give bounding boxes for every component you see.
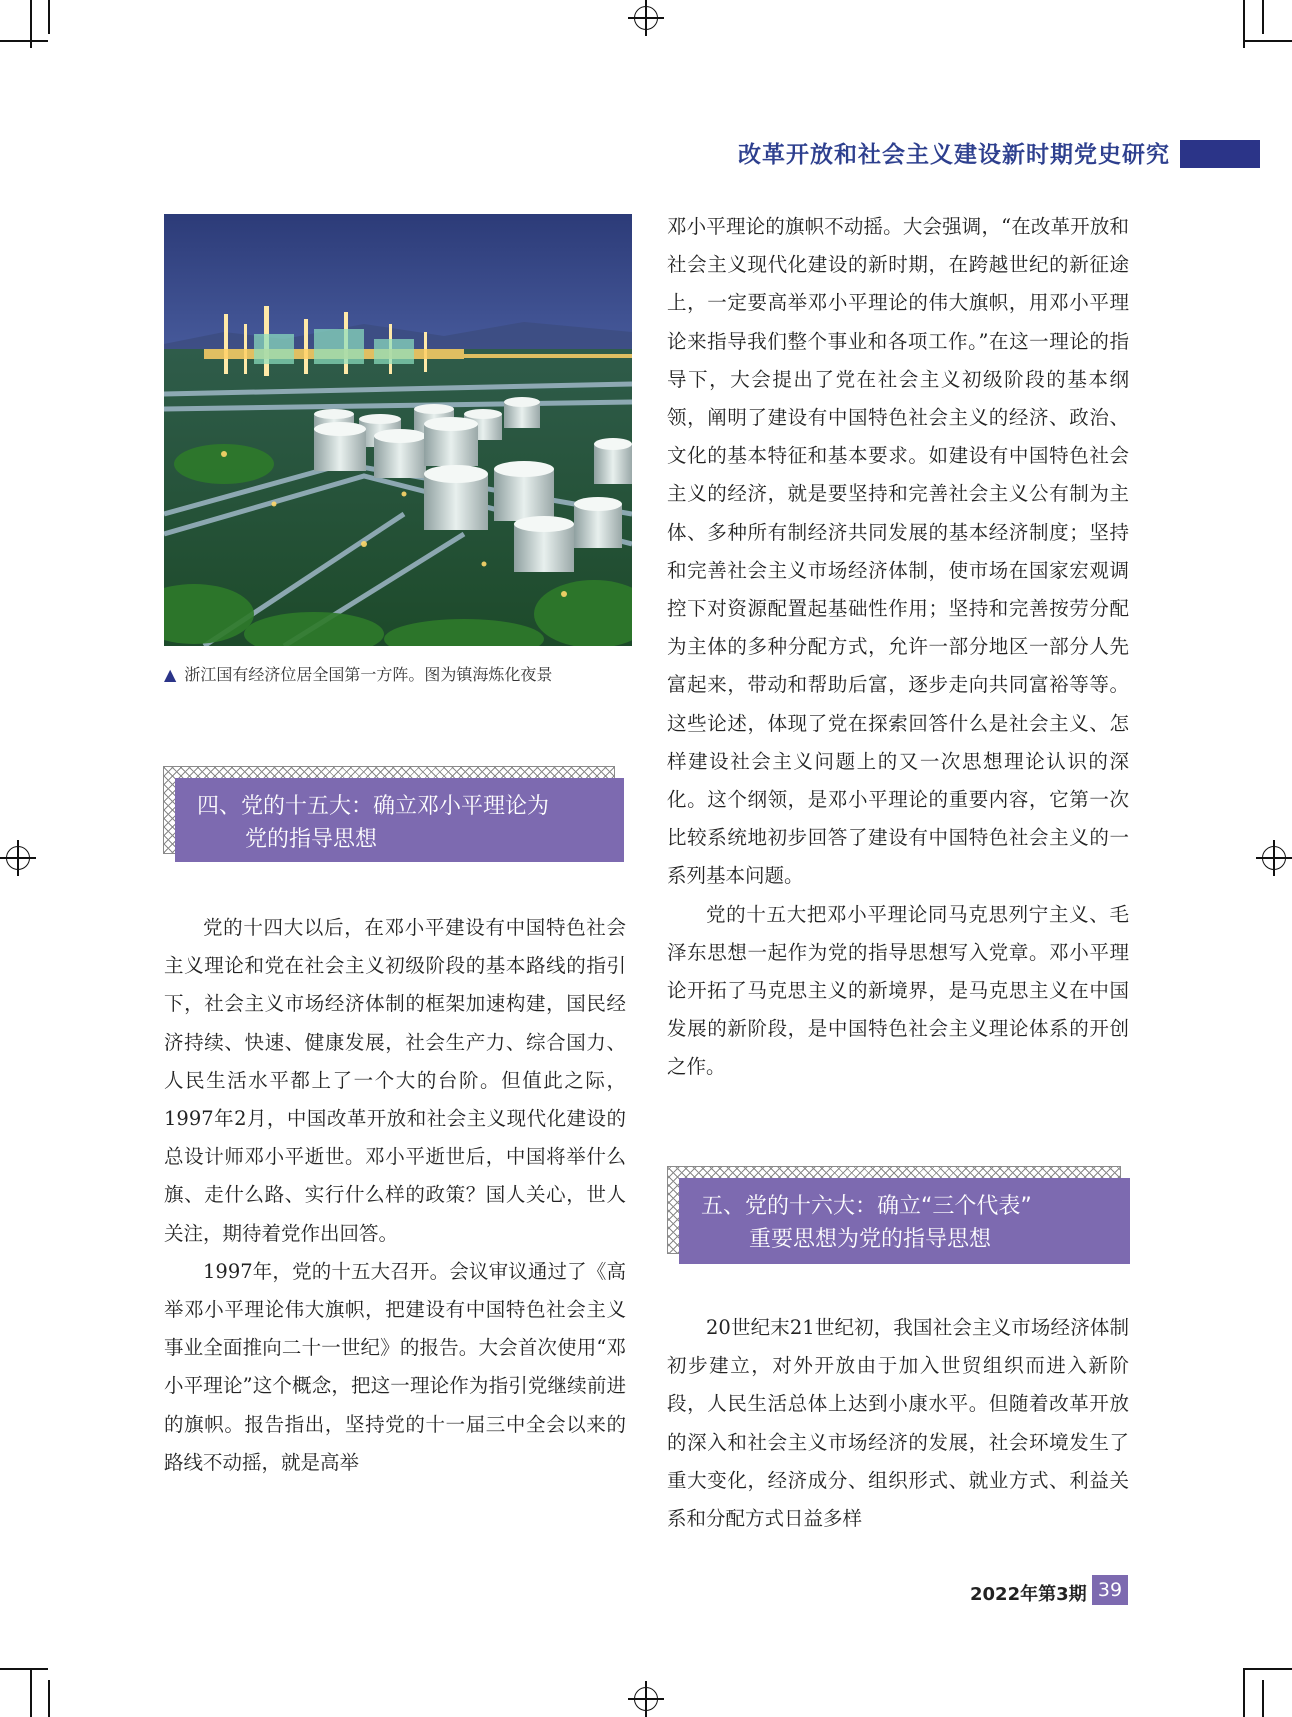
section-5-title-line2: 重要思想为党的指导思想 [749, 1227, 992, 1252]
crop-mark [48, 1680, 50, 1717]
paragraph: 20世纪末21世纪初，我国社会主义市场经济体制初步建立，对外开放由于加入世贸组织而进入新阶段，人民生活总体上达到小康水平。但随着改革开放的深入和社会主义市场经济的发展，社会环境发生了重大变化，经济成分、组织形式、就业方式、利益关系和分配方式日益多样 [667, 1316, 1129, 1531]
page-number: 39 [1092, 1575, 1128, 1605]
section-4-title-line1: 四、党的十五大：确立邓小平理论为 [197, 794, 550, 819]
crop-mark [30, 1668, 32, 1717]
registration-mark-left [0, 840, 36, 876]
crop-mark [1243, 1668, 1245, 1717]
paragraph: 1997年，党的十五大召开。会议审议通过了《高举邓小平理论伟大旗帜，把建设有中国特色社会主义事业全面推向二十一世纪》的报告。大会首次使用“邓小平理论”这个概念，把这一理论作为指引党继续前进的旗帜。报告指出，坚持党的十一届三中全会以来的路线不动摇，就是高举 [164, 1259, 626, 1474]
caption-marker: ▲ [164, 665, 177, 684]
section-4-title-line2: 党的指导思想 [245, 827, 378, 852]
crop-mark [0, 40, 48, 42]
crop-mark [48, 0, 50, 34]
refinery-night-photo [164, 214, 632, 646]
left-column-text [164, 909, 626, 1482]
crop-mark [1244, 1668, 1292, 1670]
paragraph: 党的十五大把邓小平理论同马克思列宁主义、毛泽东思想一起作为党的指导思想写入党章。邓小平理论开拓了马克思主义的新境界，是马克思主义在中国发展的新阶段，是中国特色社会主义理论体系的开创之作。 [667, 902, 1129, 1079]
running-head: 改革开放和社会主义建设新时期党史研究 [738, 142, 1170, 168]
photo-caption [164, 662, 634, 685]
issue-label: 2022年第3期 [970, 1584, 1087, 1605]
registration-mark-bottom [628, 1681, 664, 1717]
crop-mark [1262, 0, 1264, 34]
registration-mark-top [628, 0, 664, 36]
right-column-text-2 [667, 1309, 1129, 1538]
crop-mark [0, 1668, 48, 1670]
right-column-text [667, 208, 1129, 1087]
caption-text: 浙江国有经济位居全国第一方阵。图为镇海炼化夜景 [184, 665, 553, 684]
crop-mark [1244, 40, 1292, 42]
paragraph: 邓小平理论的旗帜不动摇。大会强调，“在改革开放和社会主义现代化建设的新时期，在跨越世纪的新征途上，一定要高举邓小平理论的伟大旗帜，用邓小平理论来指导我们整个事业和各项工作。”在这一理论的指导下，大会提出了党在社会主义初级阶段的基本纲领，阐明了建设有中国特色社会主义的经济、政治、文化的基本特征和基本要求。如建设有中国特色社会主义的经济，就是要坚持和完善社会主义公有制为主体、多种所有制经济共同发展的基本经济制度；坚持和完善社会主义市场经济体制，使市场在国家宏观调控下对资源配置起基础性作用；坚持和完善按劳分配为主体的多种分配方式，允许一部分地区一部分人先富起来，带动和帮助后富，逐步走向共同富裕等等。这些论述，体现了党在探索回答什么是社会主义、怎样建设社会主义问题上的又一次思想理论认识的深化。这个纲领，是邓小平理论的重要内容，它第一次比较系统地初步回答了建设有中国特色社会主义的一系列基本问题。 [667, 215, 1129, 888]
registration-mark-right [1256, 840, 1292, 876]
paragraph: 党的十四大以后，在邓小平建设有中国特色社会主义理论和党在社会主义初级阶段的基本路线的指引下，社会主义市场经济体制的框架加速构建，国民经济持续、快速、健康发展，社会生产力、综合国力、人民生活水平都上了一个大的台阶。但值此之际，1997年2月，中国改革开放和社会主义现代化建设的总设计师邓小平逝世。邓小平逝世后，中国将举什么旗、走什么路、实行什么样的政策？国人关心，世人关注，期待着党作出回答。 [164, 916, 626, 1245]
running-head-bar [1180, 140, 1260, 168]
crop-mark [1262, 1680, 1264, 1717]
section-5-title-line1: 五、党的十六大：确立“三个代表” [701, 1194, 1032, 1219]
